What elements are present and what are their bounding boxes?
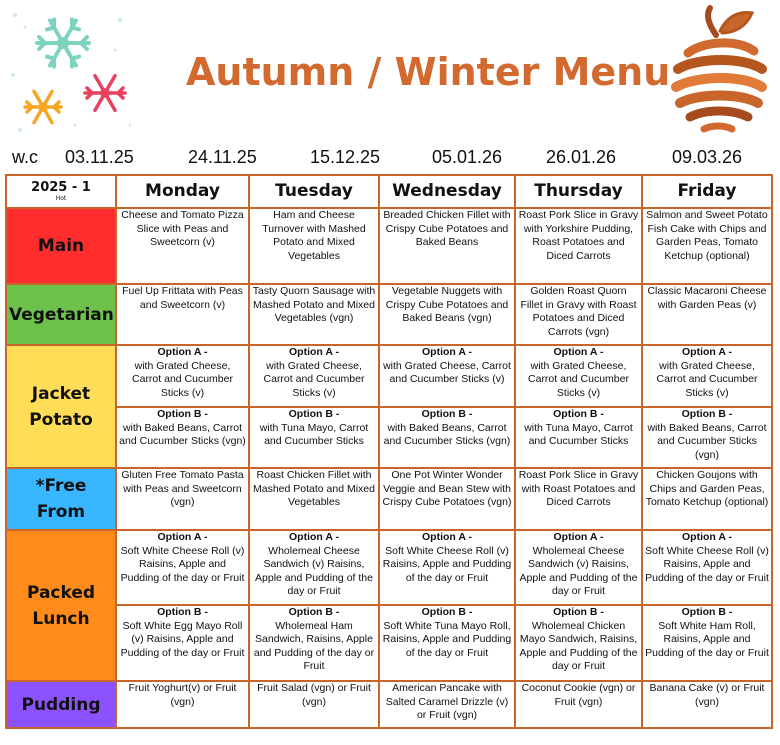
option-text: with Tuna Mayo, Carrot and Cucumber Sticks [259, 421, 369, 447]
menu-cell [249, 530, 379, 605]
option-text: with Grated Cheese, Carrot and Cucumber Sticks (v) [383, 359, 511, 385]
menu-cell: Breaded Chicken Fillet with Crispy Cube Potatoes and Baked Beans [379, 208, 515, 284]
option-label: Option A - [553, 346, 604, 358]
menu-cell: One Pot Winter Wonder Veggie and Bean Stew with Crispy Cube Potatoes (vgn) [379, 468, 515, 530]
option-label: Option A - [682, 346, 732, 358]
menu-cell [642, 530, 772, 605]
menu-cell: Roast Pork Slice in Gravy with Roast Potatoes and Diced Carrots [515, 468, 642, 530]
option-text: Soft White Cheese Roll (v) Raisins, Apple and Pudding of the day or Fruit [645, 544, 769, 584]
header-row [6, 175, 772, 208]
jacket-row-a [6, 345, 772, 407]
option-label: Option A - [682, 531, 732, 543]
option-text: with Tuna Mayo, Carrot and Cucumber Sticks [524, 421, 633, 447]
option-text: with Grated Cheese, Carrot and Cucumber Sticks (v) [528, 359, 629, 399]
menu-cell: American Pancake with Salted Caramel Drizzle (v) or Fruit (vgn) [379, 681, 515, 728]
hot-note: Hot [55, 195, 67, 202]
option-label: Option B - [157, 606, 208, 618]
menu-cell [515, 407, 642, 468]
menu-cell [116, 345, 249, 407]
option-label: Option A - [553, 531, 604, 543]
menu-cell [249, 345, 379, 407]
option-text: Wholemeal Cheese Sandwich (v) Raisins, Apple and Pudding of the day or Fruit [255, 544, 373, 597]
category-packed-lunch: Packed Lunch [6, 530, 116, 681]
menu-cell [515, 605, 642, 681]
menu-cell [379, 530, 515, 605]
menu-cell [116, 407, 249, 468]
main-row [6, 208, 772, 284]
menu-cell: Fruit Yoghurt(v) or Fruit (vgn) [116, 681, 249, 728]
wc-date: 03.11.25 [65, 147, 134, 167]
wc-date: 26.01.26 [546, 147, 617, 167]
menu-cell: Ham and Cheese Turnover with Mashed Potato and Mixed Vegetables [249, 208, 379, 284]
wc-date: 09.03.26 [672, 147, 743, 167]
option-text: Soft White Egg Mayo Roll (v) Raisins, Apple and Pudding of the day or Fruit [120, 619, 245, 659]
option-label: Option B - [288, 408, 340, 420]
free-from-row [6, 468, 772, 530]
option-text: Wholemeal Chicken Mayo Sandwich, Raisins, Apple and Pudding of the day or Fruit [519, 619, 638, 672]
option-text: Soft White Cheese Roll (v) Raisins, Apple and Pudding of the day or Fruit [382, 544, 512, 584]
jacket-row-b [6, 407, 772, 468]
option-label: Option A - [422, 346, 472, 358]
menu-cell: Fuel Up Frittata with Peas and Sweetcorn (v) [116, 284, 249, 345]
snowflake-icon [25, 91, 61, 122]
option-text: with Baked Beans, Carrot and Cucumber Sticks (vgn) [119, 421, 246, 447]
menu-cell: Fruit Salad (vgn) or Fruit (vgn) [249, 681, 379, 728]
day-header-monday: Monday [116, 175, 249, 208]
menu-cell: Salmon and Sweet Potato Fish Cake with Chips and Garden Peas, Tomato Ketchup (optional) [642, 208, 772, 284]
option-text: Soft White Ham Roll, Raisins, Apple and Pudding of the day or Fruit [645, 619, 769, 659]
option-text: Wholemeal Ham Sandwich, Raisins, Apple and Pudding of the day or Fruit [253, 619, 375, 672]
cycle-label: 2025 - 1 [31, 180, 91, 195]
menu-cell [642, 407, 772, 468]
option-label: Option B - [157, 408, 208, 420]
menu-cell: Vegetable Nuggets with Crispy Cube Potatoes and Baked Beans (vgn) [379, 284, 515, 345]
category-pudding: Pudding [6, 681, 116, 728]
option-label: Option B - [421, 408, 473, 420]
menu-cell: Golden Roast Quorn Fillet in Gravy with Roast Potatoes and Diced Carrots (vgn) [515, 284, 642, 345]
wc-date: 05.01.26 [432, 147, 503, 167]
pudding-row [6, 681, 772, 728]
wc-label: w.c [12, 147, 39, 167]
category-jacket-potato: Jacket Potato [6, 345, 116, 468]
snowflake-icon [37, 19, 89, 66]
option-text: with Baked Beans, Carrot and Cucumber Sticks (vgn) [383, 421, 511, 447]
option-text: Soft White Tuna Mayo Roll, Raisins, Apple and Pudding of the day or Fruit [382, 619, 512, 659]
wc-date: 24.11.25 [188, 147, 257, 167]
option-text: with Grated Cheese, Carrot and Cucumber Sticks (v) [132, 359, 233, 399]
menu-cell: Roast Chicken Fillet with Mashed Potato and Mixed Vegetables [249, 468, 379, 530]
menu-cell [515, 345, 642, 407]
menu-table [5, 174, 773, 729]
day-header-thursday: Thursday [515, 175, 642, 208]
packed-row-b [6, 605, 772, 681]
apple-icon [668, 5, 768, 137]
option-label: Option B - [553, 606, 604, 618]
menu-cell [642, 605, 772, 681]
cycle-header [6, 175, 116, 208]
wc-date: 15.12.25 [310, 147, 381, 167]
option-text: with Grated Cheese, Carrot and Cucumber Sticks (v) [656, 359, 758, 399]
menu-cell [642, 345, 772, 407]
option-label: Option B - [421, 606, 473, 618]
option-text: with Grated Cheese, Carrot and Cucumber Sticks (v) [263, 359, 365, 399]
option-label: Option B - [288, 606, 340, 618]
day-header-wednesday: Wednesday [379, 175, 515, 208]
vegetarian-row [6, 284, 772, 345]
menu-cell [379, 345, 515, 407]
menu-cell: Coconut Cookie (vgn) or Fruit (vgn) [515, 681, 642, 728]
option-label: Option B - [681, 408, 733, 420]
option-text: Wholemeal Cheese Sandwich (v) Raisins, Apple and Pudding of the day or Fruit [519, 544, 638, 597]
packed-row-a [6, 530, 772, 605]
menu-cell: Banana Cake (v) or Fruit (vgn) [642, 681, 772, 728]
option-label: Option A - [157, 346, 208, 358]
menu-cell: Cheese and Tomato Pizza Slice with Peas and Sweetcorn (v) [116, 208, 249, 284]
snowflakes-decoration [5, 5, 135, 135]
option-label: Option A - [422, 531, 472, 543]
menu-cell: Gluten Free Tomato Pasta with Peas and Sweetcorn (vgn) [116, 468, 249, 530]
menu-cell: Classic Macaroni Cheese with Garden Peas (v) [642, 284, 772, 345]
menu-cell [116, 605, 249, 681]
menu-cell [249, 407, 379, 468]
menu-cell [249, 605, 379, 681]
page-title: Autumn / Winter Menu [186, 50, 671, 94]
week-commencing-row [0, 147, 780, 171]
menu-cell: Roast Pork Slice in Gravy with Yorkshire Pudding, Roast Potatoes and Diced Carrots [515, 208, 642, 284]
day-header-tuesday: Tuesday [249, 175, 379, 208]
category-vegetarian: Vegetarian [6, 284, 116, 345]
day-header-friday: Friday [642, 175, 772, 208]
menu-cell [379, 407, 515, 468]
menu-cell [379, 605, 515, 681]
option-label: Option A - [289, 346, 339, 358]
menu-cell [515, 530, 642, 605]
snowflake-icon [85, 76, 125, 111]
menu-cell: Chicken Goujons with Chips and Garden Peas, Tomato Ketchup (optional) [642, 468, 772, 530]
option-text: with Baked Beans, Carrot and Cucumber Sticks (vgn) [647, 421, 767, 461]
menu-cell: Tasty Quorn Sausage with Mashed Potato and Mixed Vegetables (vgn) [249, 284, 379, 345]
option-label: Option B - [681, 606, 733, 618]
category-main: Main [6, 208, 116, 284]
option-label: Option A - [157, 531, 208, 543]
option-label: Option A - [289, 531, 339, 543]
option-text: Soft White Cheese Roll (v) Raisins, Apple and Pudding of the day or Fruit [120, 544, 245, 584]
category-free-from: *Free From [6, 468, 116, 530]
menu-cell [116, 530, 249, 605]
option-label: Option B - [553, 408, 604, 420]
